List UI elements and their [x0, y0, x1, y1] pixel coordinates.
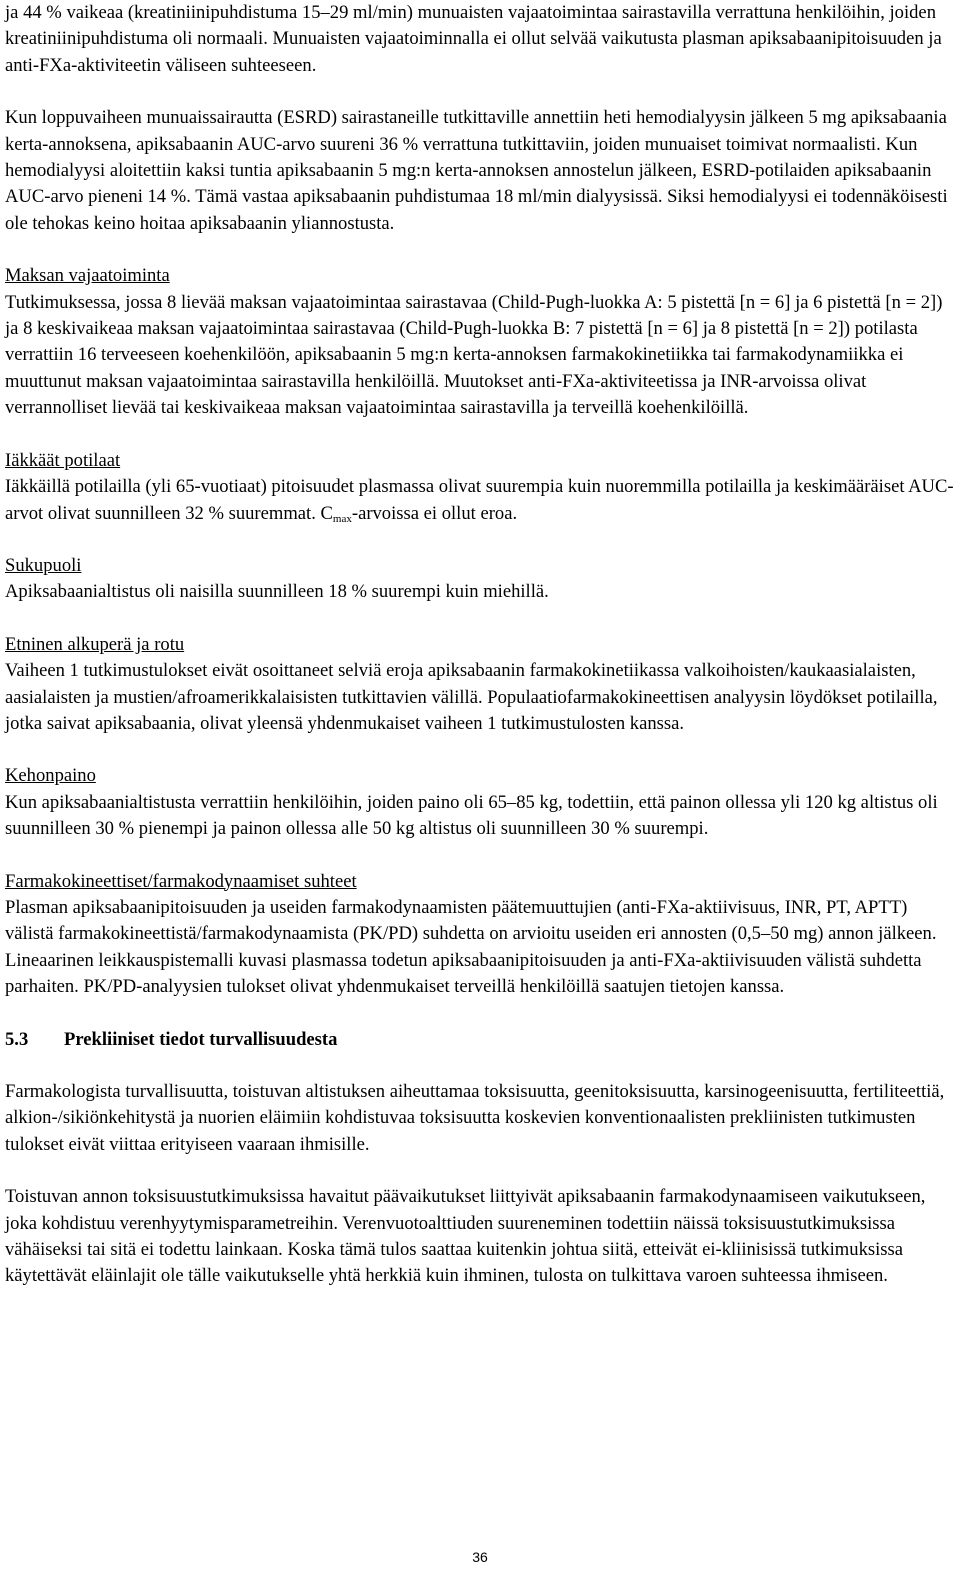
heading-gender: Sukupuoli: [5, 554, 82, 576]
paragraph-weight: Kun apiksabaanialtistusta verrattiin henkilöihin, joiden paino oli 65–85 kg, todettiin, että painon ollessa yli 120 kg altistus oli suunnilleen 30 % pienempi ja painon ollessa alle 50 kg altistus oli suunnilleen 30 % suurempi.: [5, 791, 938, 840]
elderly-text-before: Iäkkäillä potilailla (yli 65-vuotiaat) pitoisuudet plasmassa olivat suurempia kuin nuoremmilla potilailla ja keskimääräiset AUC-arvot olivat suunnilleen 32 % suuremmat. C: [5, 476, 954, 524]
section-pkpd: [5, 869, 955, 1001]
document-page: [5, 0, 955, 1316]
elderly-text-after: -arvoissa ei ollut eroa.: [351, 502, 518, 524]
heading-elderly: Iäkkäät potilaat: [5, 449, 121, 471]
paragraph-pkpd: Plasman apiksabaanipitoisuuden ja useiden farmakodynaamisten päätemuuttujien (anti-FXa-aktiivisuus, INR, PT, APTT) välistä farmakokineettistä/farmakodynaamista (PK/PD) suhdetta on arvioitu useiden eri annosten (0,5–50 mg) annon jälkeen. Lineaarinen leikkauspistemalli kuvasi plasmassa todetun apiksabaanipitoisuuden ja anti-FXa-aktiivisuuden välistä suhdetta parhaiten. PK/PD-analyysien tulokset olivat yhdenmukaiset terveillä henkilöillä saatujen tietojen kanssa.: [5, 896, 937, 998]
section-title-5-3: [5, 1027, 955, 1053]
paragraph-renal-continued: ja 44 % vaikeaa (kreatiniinipuhdistuma 15–29 ml/min) munuaisten vajaatoimintaa sairastavilla verrattuna henkilöihin, joiden kreatiniinipuhdistuma oli normaali. Munuaisten vajaatoiminnalla ei ollut selvää vaikutusta plasman apiksabaanipitoisuuden ja anti-FXa-aktiviteetin väliseen suhteeseen.: [5, 2, 942, 76]
section-weight: [5, 763, 955, 842]
heading-pkpd: Farmakokineettiset/farmakodynaamiset suhteet: [5, 870, 357, 892]
cmax-subscript: max: [332, 512, 352, 525]
paragraph-preclinical-2: Toistuvan annon toksisuustutkimuksissa havaitut päävaikutukset liittyivät apiksabaanin farmakodynaamiseen vaikutukseen, joka kohdistuu verenhyytymisparametreihin. Verenvuotoalttiuden suureneminen todettiin näissä toksisuustutkimuksissa vähäiseksi tai sitä ei todettu lainkaan. Koska tämä tulos saattaa kuitenkin johtua siitä, etteivät ei-kliinisissä tutkimuksissa käytettävät eläinlajit ole tälle vaikutukselle yhtä herkkiä kuin ihminen, tulosta on tulkittava varoen suhteessa ihmiseen.: [5, 1186, 926, 1287]
section-elderly: [5, 448, 955, 527]
paragraph-gender: Apiksabaanialtistus oli naisilla suunnilleen 18 % suurempi kuin miehillä.: [5, 581, 549, 603]
section-gender: [5, 553, 955, 606]
paragraph-liver-impairment: Tutkimuksessa, jossa 8 lievää maksan vajaatoimintaa sairastavaa (Child-Pugh-luokka A: 5 pistettä [n = 6] ja 6 pistettä [n = 2]) ja 8 keskivaikeaa maksan vajaatoimintaa sairastavaa (Child-Pugh-luokka B: 7 pistettä [n = 6] ja 8 pistettä [n = 2]) potilasta verrattiin 16 terveeseen koehenkilöön, apiksabaanin 5 mg:n kerta-annoksen farmakokinetiikka tai farmakodynamiikka ei muuttunut maksan vajaatoimintaa sairastavilla henkilöillä. Muutokset anti-FXa-aktiviteetissa ja INR-arvoissa olivat verrannolliset lievää tai keskivaikeaa maksan vajaatoimintaa sairastavilla ja terveillä koehenkilöillä.: [5, 291, 943, 419]
heading-weight: Kehonpaino: [5, 765, 96, 787]
paragraph-ethnic: Vaiheen 1 tutkimustulokset eivät osoittaneet selviä eroja apiksabaanin farmakokinetiikassa valkoihoisten/kaukaasialaisten, aasialaisten ja mustien/afroamerikkalaisisten tutkittavien välillä. Populaatiofarmakokineettisen analyysin löydökset potilailla, jotka saivat apiksabaania, olivat yleensä yhdenmukaiset vaiheen 1 tutkimustulosten kanssa.: [5, 660, 938, 734]
section-liver-impairment: [5, 263, 955, 421]
page-number: 36: [472, 1549, 488, 1565]
heading-liver-impairment: Maksan vajaatoiminta: [5, 265, 170, 287]
heading-ethnic: Etninen alkuperä ja rotu: [5, 633, 185, 655]
section-title-text: Prekliiniset tiedot turvallisuudesta: [64, 1028, 338, 1050]
paragraph-elderly: [5, 474, 955, 527]
section-number: 5.3: [5, 1028, 29, 1050]
section-ethnic: [5, 632, 955, 738]
paragraph-esrd: Kun loppuvaiheen munuaissairautta (ESRD) sairastaneille tutkittaville annettiin heti hemodialyysin jälkeen 5 mg apiksabaania kerta-annoksena, apiksabaanin AUC-arvo suureni 36 % verrattuna tutkittaviin, joiden munuaiset toimivat normaalisti. Kun hemodialyysi aloitettiin kaksi tuntia apiksabaanin 5 mg:n kerta-annoksen annostelun jälkeen, ESRD-potilaiden apiksabaanin AUC-arvo pieneni 14 %. Tämä vastaa apiksabaanin puhdistumaa 18 ml/min dialyysissä. Siksi hemodialyysi ei todennäköisesti ole tehokas keino hoitaa apiksabaanin yliannostusta.: [5, 107, 948, 234]
paragraph-preclinical-1: Farmakologista turvallisuutta, toistuvan altistuksen aiheuttamaa toksisuutta, geenitoksisuutta, karsinogeenisuutta, fertiliteettiä, alkion-/sikiönkehitystä ja nuorien eläimiin kohdistuvaa toksisuutta koskevien konventionaalisten prekliinisten tutkimusten tulokset eivät viittaa erityiseen vaaraan ihmisille.: [5, 1081, 945, 1155]
